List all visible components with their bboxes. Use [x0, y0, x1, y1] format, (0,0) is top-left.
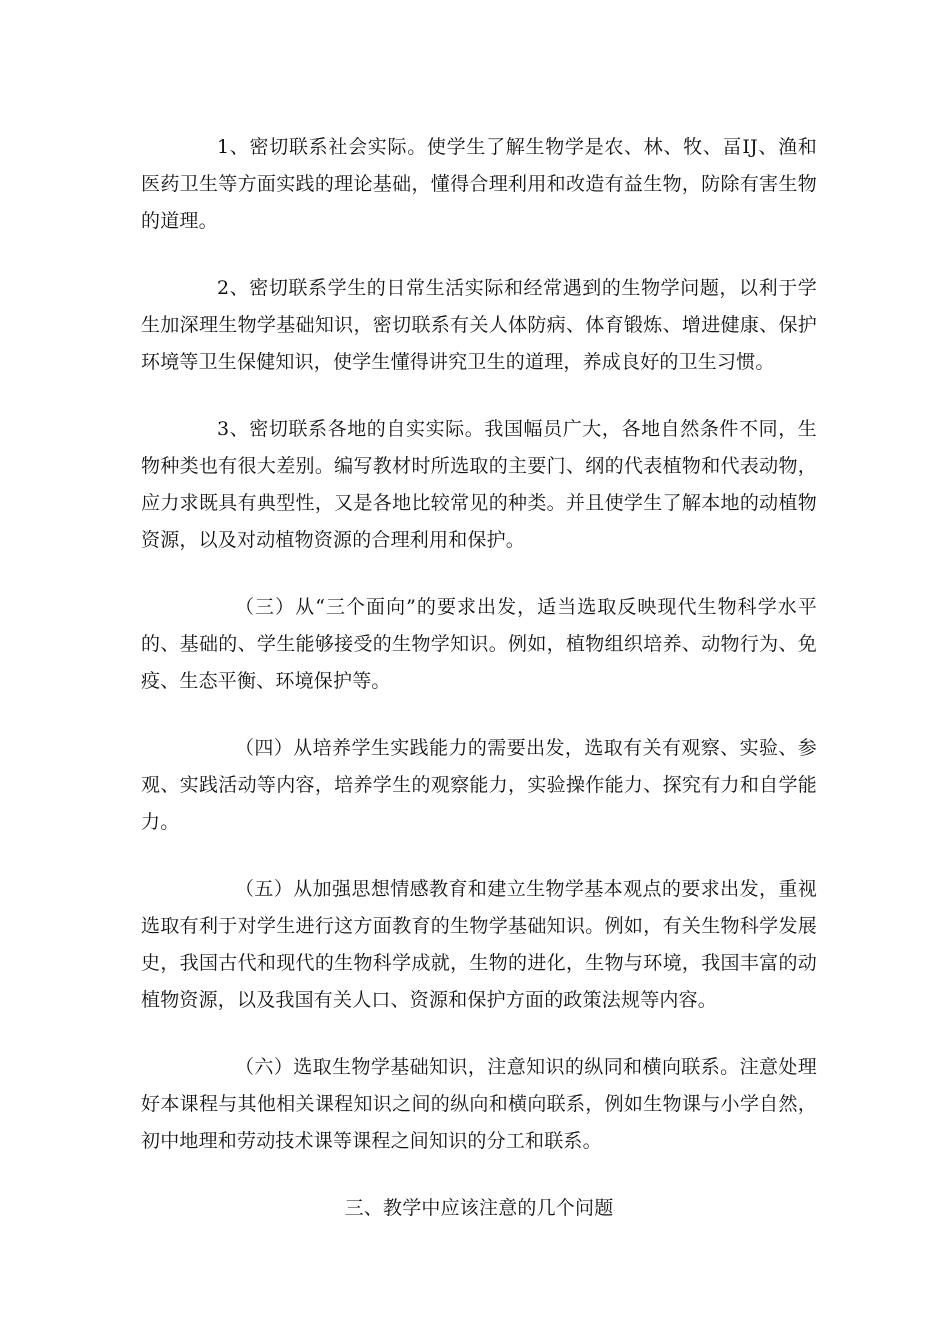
paragraph-3: 3、密切联系各地的自实实际。我国幅员广大，各地自然条件不同，生物种类也有很大差别。编写教材时所选取的主要门、纲的代表植物和代表动物，应力求既具有典型性，又是各地比较常见的种类。并且使学生了解本地的动植物资源，以及对动植物资源的合理利用和保护。 [141, 418, 817, 551]
paragraph-6: （五）从加强思想情感教育和建立生物学基本观点的要求出发，重视选取有利于对学生进行这方面教育的生物学基础知识。例如，有关生物科学发展史，我国古代和现代的生物科学成就，生物的进化，生物与环境，我国丰富的动植物资源，以及我国有关人口、资源和保护方面的政策法规等内容。 [141, 878, 817, 1011]
section-heading: 三、教学中应该注意的几个问题 [344, 1197, 614, 1219]
document-body [141, 129, 817, 1227]
paragraph-7: （六）选取生物学基础知识，注意知识的纵同和横向联系。注意处理好本课程与其他相关课程知识之间的纵向和横向联系，例如生物课与小学自然，初中地理和劳动技术课等课程之间知识的分工和联系。 [141, 1056, 817, 1152]
paragraph-2: 2、密切联系学生的日常生活实际和经常遇到的生物学问题，以利于学生加深理生物学基础知识，密切联系有关人体防病、体育锻炼、增进健康、保护环境等卫生保健知识，使学生懂得讲究卫生的道理，养成良好的卫生习惯。 [141, 277, 817, 373]
paragraph-5: （四）从培养学生实践能力的需要出发，选取有关有观察、实验、参观、实践活动等内容，培养学生的观察能力，实验操作能力、探究有力和自学能力。 [141, 737, 817, 833]
paragraph-4: （三）从“三个面向”的要求出发，适当选取反映现代生物科学水平的、基础的、学生能够接受的生物学知识。例如，植物组织培养、动物行为、免疫、生态平衡、环境保护等。 [141, 596, 817, 692]
paragraph-1: 1、密切联系社会实际。使学生了解生物学是农、林、牧、畐IJ、渔和医药卫生等方面实践的理论基础，懂得合理利用和改造有益生物，防除有害生物的道理。 [141, 136, 817, 232]
